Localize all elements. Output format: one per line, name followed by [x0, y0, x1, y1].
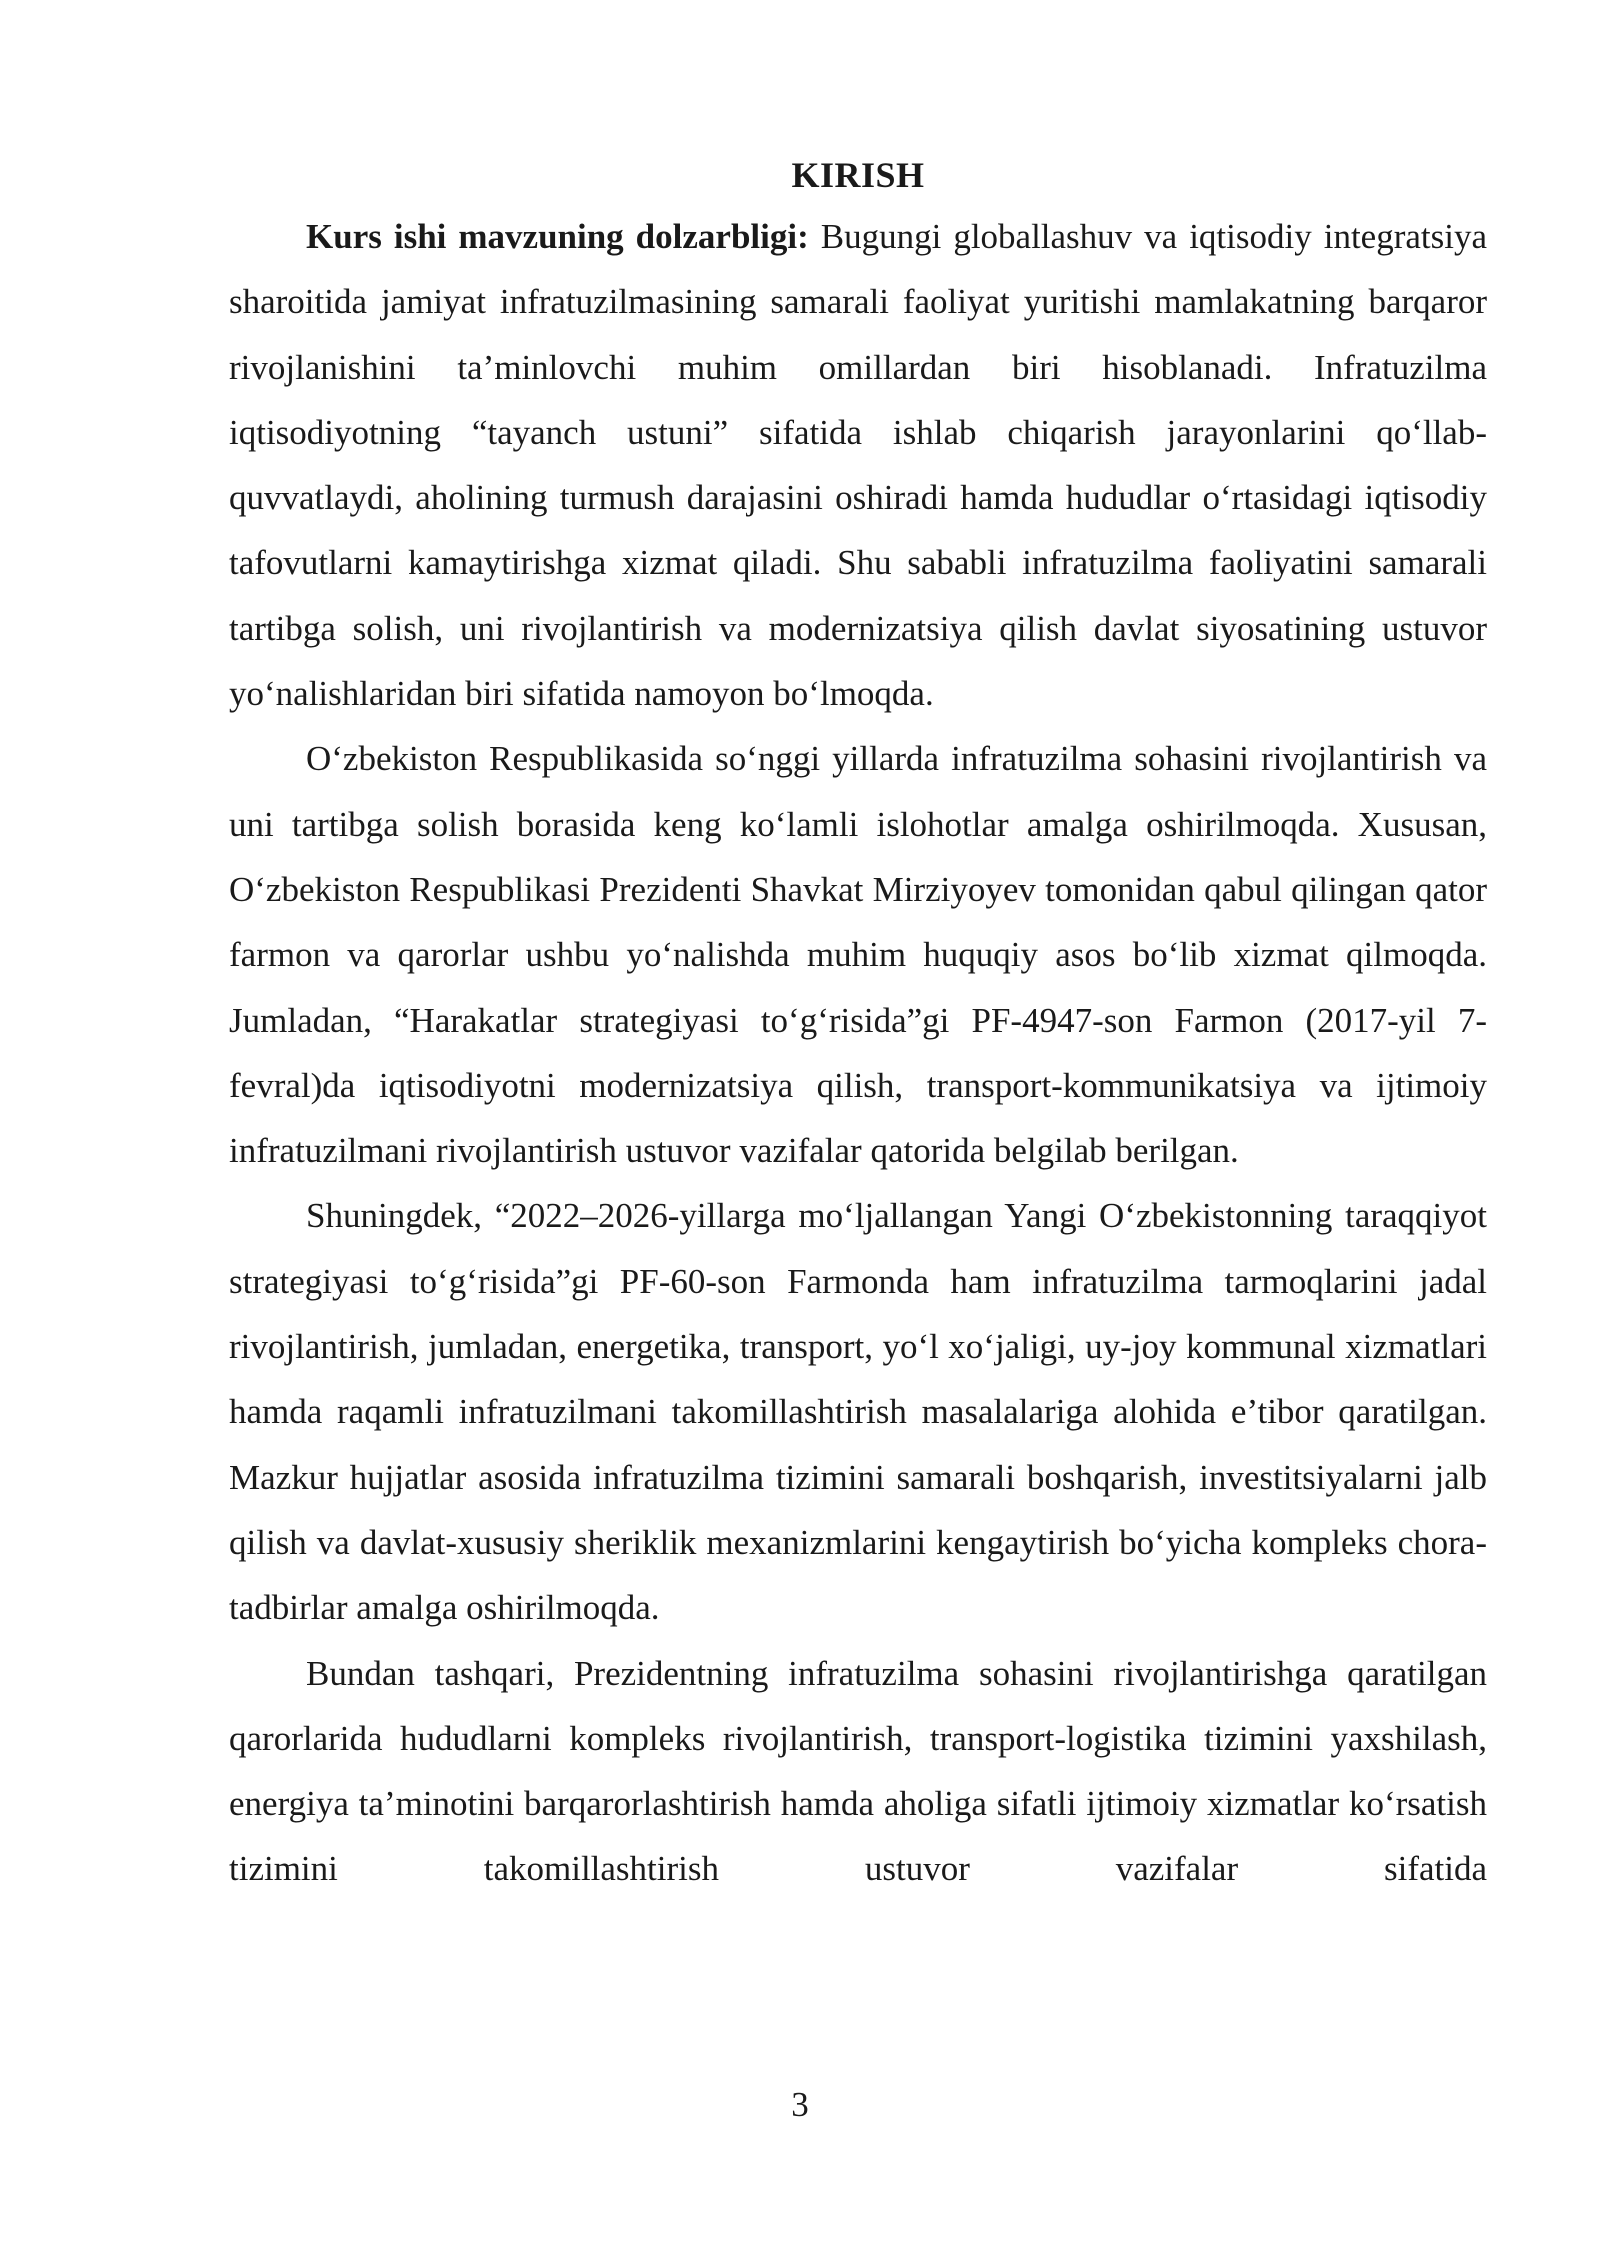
- page-content: [229, 146, 1487, 1902]
- paragraph-relevance: [229, 204, 1487, 726]
- paragraph-lead: Kurs ishi mavzuning dolzarbligi:: [306, 217, 809, 256]
- paragraph-strategy: Shuningdek, “2022–2026-yillarga mo‘ljallangan Yangi O‘zbekistonning taraqqiyot strategiyasi to‘g‘risida”gi PF-60-son Farmonda ham infratuzilma tarmoqlarini jadal rivojlantirish, jumladan, energetika, transport, yo‘l xo‘jaligi, uy-joy kommunal xizmatlari hamda raqamli infratuzilmani takomillashtirish masalalariga alohida e’tibor qaratilgan. Mazkur hujjatlar asosida infratuzilma tizimini samarali boshqarish, investitsiyalarni jalb qilish va davlat-xususiy sheriklik mexanizmlarini kengaytirish bo‘yicha kompleks chora-tadbirlar amalga oshirilmoqda.: [229, 1196, 1487, 1628]
- paragraph-reforms: O‘zbekiston Respublikasida so‘nggi yillarda infratuzilma sohasini rivojlantirish va uni tartibga solish borasida keng ko‘lamli islohotlar amalga oshirilmoqda. Xususan, O‘zbekiston Respublikasi Prezidenti Shavkat Mirziyoyev tomonidan qabul qilingan qator farmon va qarorlar ushbu yo‘nalishda muhim huquqiy asos bo‘lib xizmat qilmoqda. Jumladan, “Harakatlar strategiyasi to‘g‘risida”gi PF-4947-son Farmon (2017-yil 7-fevral)da iqtisodiyotni modernizatsiya qilish, transport-kommunikatsiya va ijtimoiy infratuzilmani rivojlantirish ustuvor vazifalar qatorida belgilab berilgan.: [229, 739, 1487, 1171]
- paragraph-text: Bugungi globallashuv va iqtisodiy integratsiya sharoitida jamiyat infratuzilmasining samarali faoliyat yuritishi mamlakatning barqaror rivojlanishini ta’minlovchi muhim omillardan biri hisoblanadi. Infratuzilma iqtisodiyotning “tayanch ustuni” sifatida ishlab chiqarish jarayonlarini qo‘llab-quvvatlaydi, aholining turmush darajasini oshiradi hamda hududlar o‘rtasidagi iqtisodiy tafovutlarni kamaytirishga xizmat qiladi. Shu sababli infratuzilma faoliyatini samarali tartibga solish, uni rivojlantirish va modernizatsiya qilish davlat siyosatining ustuvor yo‘nalishlaridan biri sifatida namoyon bo‘lmoqda.: [229, 217, 1487, 714]
- paragraph-decisions: Bundan tashqari, Prezidentning infratuzilma sohasini rivojlantirishga qaratilgan qarorlarida hududlarni kompleks rivojlantirish, transport-logistika tizimini yaxshilash, energiya ta’minotini barqarorlashtirish hamda aholiga sifatli ijtimoiy xizmatlar ko‘rsatish tizimini takomillashtirish ustuvor vazifalar sifatida: [229, 1653, 1487, 1889]
- section-heading: KIRISH: [791, 155, 925, 195]
- page-number: 3: [791, 2085, 809, 2124]
